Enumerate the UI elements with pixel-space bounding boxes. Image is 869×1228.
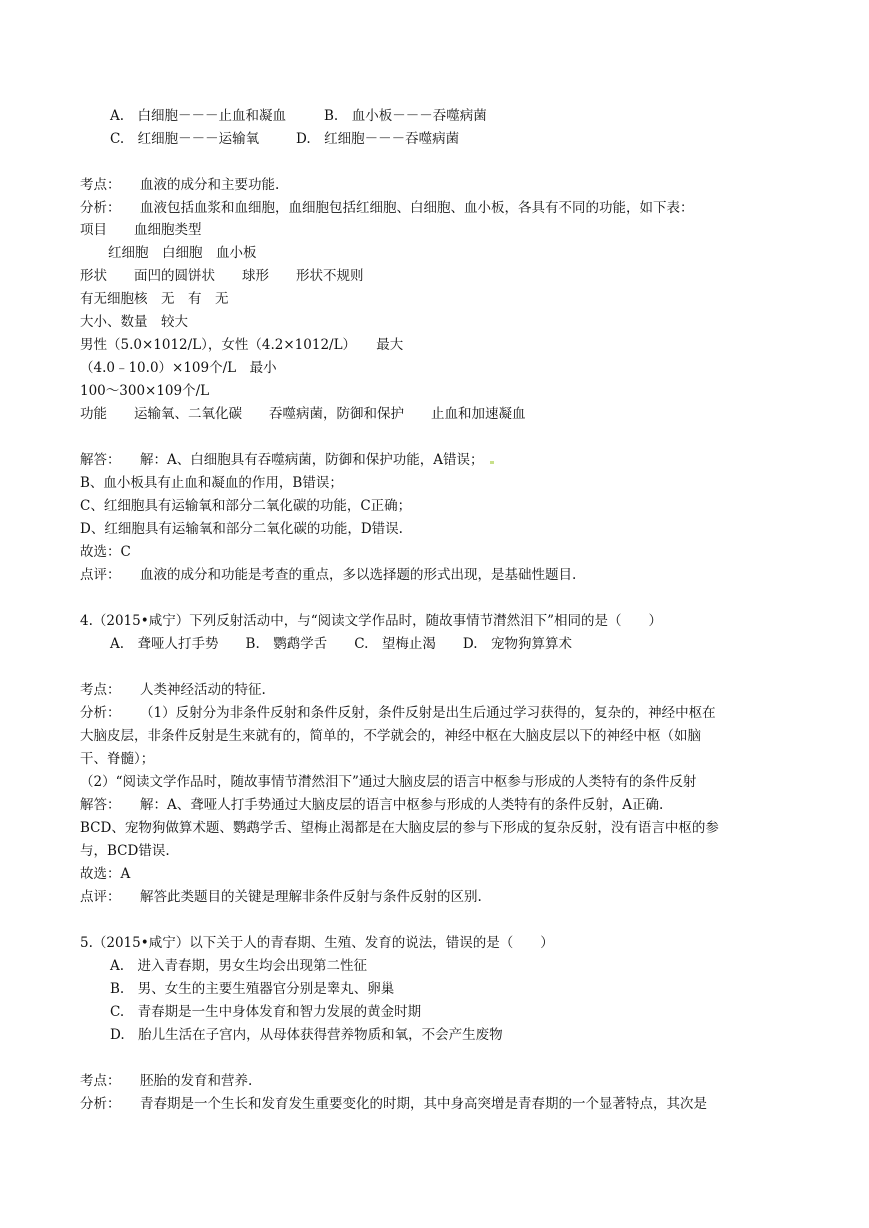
- q5-option-b: B. 男、女生的主要生殖器官分别是睾丸、卵巢: [110, 981, 395, 997]
- q4-fenxi-line: （2）“阅读文学作品时，随故事情节潸然泪下”通过大脑皮层的语言中枢参与形成的人类特有的条件反射: [80, 774, 697, 790]
- q3-table-row: 男性（5.0×1012/L），女性（4.2×1012/L） 最大: [80, 337, 404, 353]
- q5-fenxi-line: 青春期是一个生长和发育发生重要变化的时期，其中身高突增是青春期的一个显著特点，其次是: [140, 1096, 707, 1112]
- q4-fenxi-line: （1）反射分为非条件反射和条件反射，条件反射是出生后通过学习获得的，复杂的，神经中枢在: [140, 705, 716, 721]
- q3-jieda-line: [140, 451, 494, 469]
- q3-dianping: 血液的成分和功能是考查的重点，多以选择题的形式出现，是基础性题目.: [140, 567, 577, 583]
- q4-fenxi-line: 干、脊髓）；: [80, 751, 155, 767]
- q3-fenxi: 血液包括血浆和血细胞，血细胞包括红细胞、白细胞、血小板，各具有不同的功能，如下表：: [140, 200, 694, 216]
- q3-option-d: D. 红细胞－－－吞噬病菌: [296, 131, 460, 147]
- q5-option-d: D. 胎儿生活在子宫内，从母体获得营养物质和氧，不会产生废物: [110, 1027, 503, 1043]
- q3-table-row: 功能 运输氧、二氧化碳 吞噬病菌，防御和保护 止血和加速凝血: [80, 406, 526, 422]
- q4-answer: 故选：A: [80, 866, 131, 882]
- q5-kaodian-label: 考点：: [80, 1073, 121, 1089]
- q3-jieda-label: 解答：: [80, 452, 121, 468]
- q3-jieda-line: C、红细胞具有运输氧和部分二氧化碳的功能，C正确；: [80, 498, 412, 514]
- q3-fenxi-label: 分析：: [80, 200, 121, 216]
- q5-option-c: C. 青春期是一生中身体发育和智力发展的黄金时期: [110, 1004, 422, 1020]
- q3-table-row: 红细胞 白细胞 血小板: [108, 245, 257, 261]
- q3-table-row: 大小、数量 较大: [80, 314, 188, 330]
- q3-jieda-line: D、红细胞具有运输氧和部分二氧化碳的功能，D错误.: [80, 521, 403, 537]
- q5-stem: 5.（2015•咸宁）以下关于人的青春期、生殖、发育的说法，错误的是（ ）: [80, 935, 554, 951]
- q3-option-c: C. 红细胞－－－运输氧: [110, 131, 260, 147]
- q4-jieda-line: 解：A、聋哑人打手势通过大脑皮层的语言中枢参与形成的人类特有的条件反射，A正确.: [140, 797, 664, 813]
- q3-table-row: 项目 血细胞类型: [80, 222, 202, 238]
- q3-table-row: 形状 面凹的圆饼状 球形 形状不规则: [80, 268, 364, 284]
- q4-stem: 4.（2015•咸宁）下列反射活动中，与“阅读文学作品时，随故事情节潸然泪下”相同的是（ ）: [80, 613, 663, 629]
- q5-fenxi-label: 分析：: [80, 1096, 121, 1112]
- q3-option-a: A. 白细胞－－－止血和凝血: [110, 108, 287, 124]
- q4-dianping: 解答此类题目的关键是理解非条件反射与条件反射的区别.: [140, 889, 482, 905]
- q5-option-a: A. 进入青春期，男女生均会出现第二性征: [110, 958, 368, 974]
- q4-fenxi-label: 分析：: [80, 705, 121, 721]
- q3-kaodian-label: 考点：: [80, 177, 121, 193]
- q5-kaodian: 胚胎的发育和营养.: [140, 1073, 253, 1089]
- q3-option-b: B. 血小板－－－吞噬病菌: [324, 108, 487, 124]
- q4-kaodian-label: 考点：: [80, 682, 121, 698]
- q3-table-row: （4.0﹣10.0）×109个/L 最小: [80, 360, 277, 376]
- q4-jieda-line: 与，BCD错误.: [80, 843, 170, 859]
- q4-jieda-line: BCD、宠物狗做算术题、鹦鹉学舌、望梅止渴都是在大脑皮层的参与下形成的复杂反射，没有语言中枢的参: [80, 820, 719, 836]
- q4-options: A. 聋哑人打手势 B. 鹦鹉学舌 C. 望梅止渴 D. 宠物狗算算术: [110, 636, 573, 652]
- highlight-mark: [490, 461, 494, 464]
- q3-answer: 故选：C: [80, 544, 131, 560]
- q4-jieda-label: 解答：: [80, 797, 121, 813]
- q3-dianping-label: 点评：: [80, 567, 121, 583]
- q3-jieda-line: B、血小板具有止血和凝血的作用，B错误；: [80, 475, 343, 491]
- q4-kaodian: 人类神经活动的特征.: [140, 682, 266, 698]
- q3-table-row: 100～300×109个/L: [80, 383, 210, 399]
- q3-jieda-text: 解：A、白细胞具有吞噬病菌，防御和保护功能，A错误；: [140, 452, 484, 468]
- q3-kaodian: 血液的成分和主要功能.: [140, 177, 280, 193]
- q4-fenxi-line: 大脑皮层，非条件反射是生来就有的，简单的，不学就会的，神经中枢在大脑皮层以下的神经中枢（如脑: [80, 728, 701, 744]
- q3-table-row: 有无细胞核 无 有 无: [80, 291, 229, 307]
- q4-dianping-label: 点评：: [80, 889, 121, 905]
